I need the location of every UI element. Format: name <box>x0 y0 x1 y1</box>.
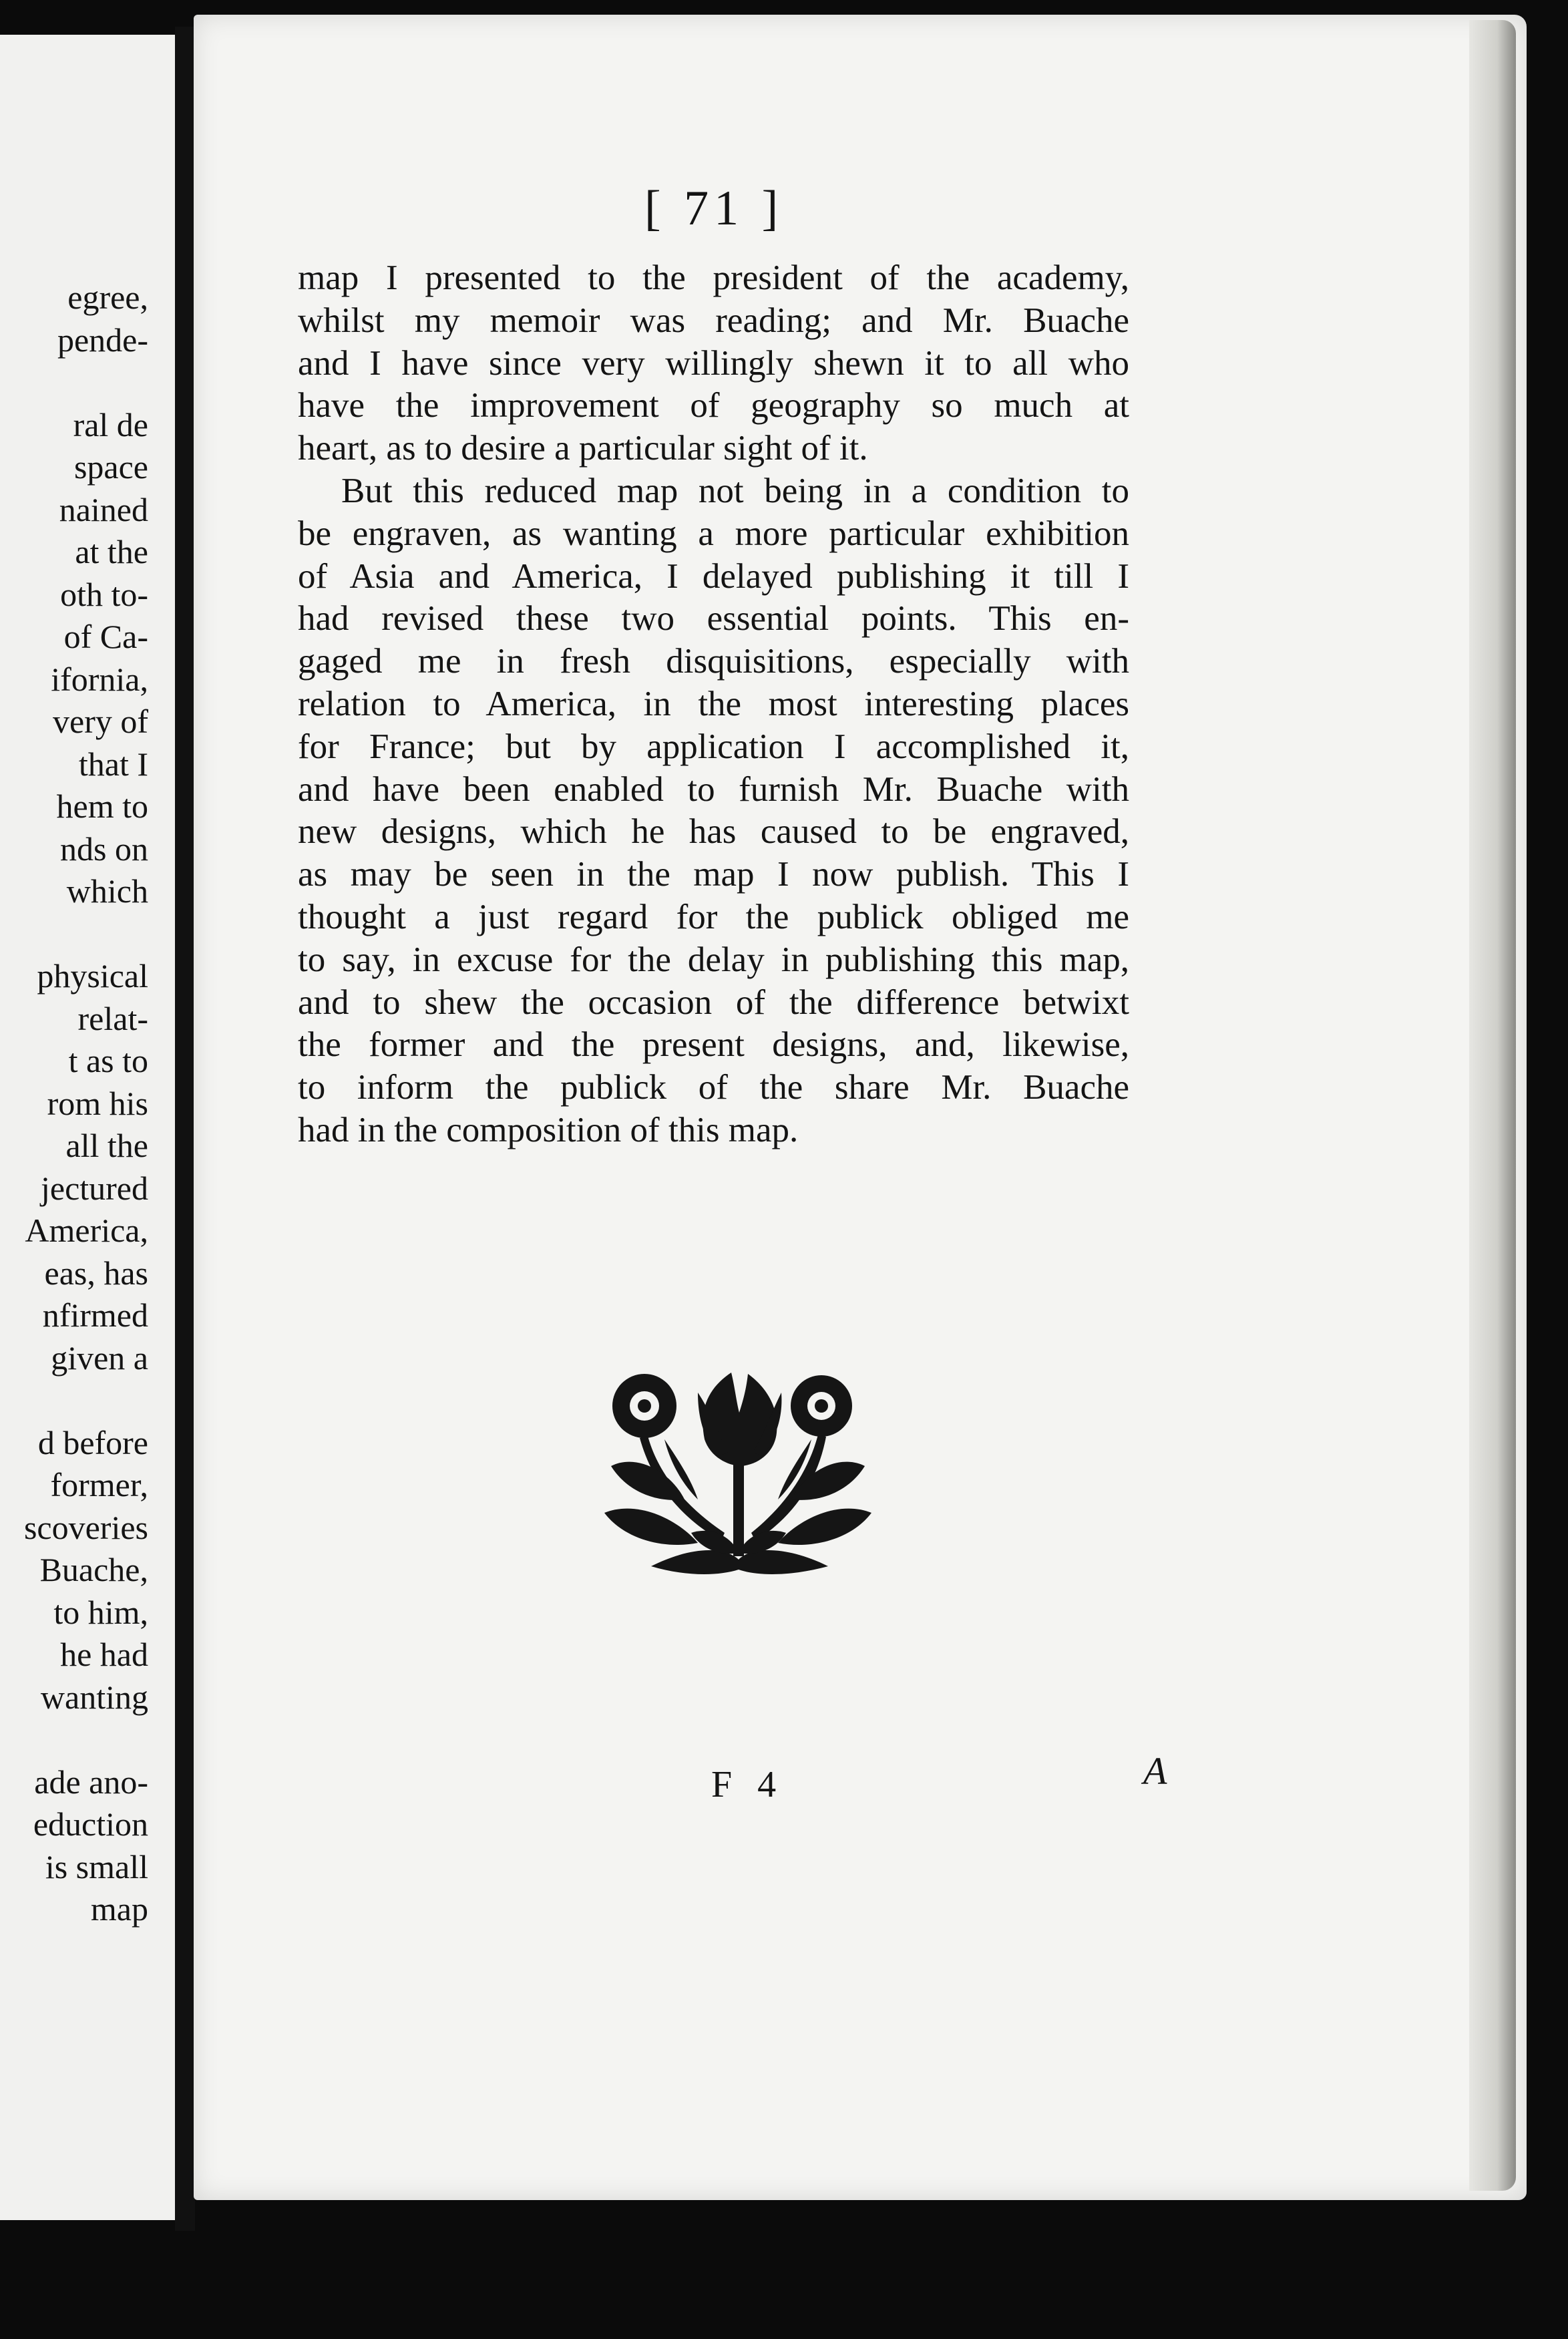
left-text-line: relat- <box>77 999 148 1037</box>
book-gutter <box>175 27 195 2231</box>
text-line: for France; but by application I accomplished it, <box>298 727 1129 766</box>
text-line: relation to America, in the most interesting places <box>298 684 1129 723</box>
text-line: But this reduced map not being in a condition to <box>341 471 1129 510</box>
left-text-line: rom his <box>47 1084 148 1122</box>
text-line: whilst my memoir was reading; and Mr. Buache <box>298 301 1129 340</box>
flower-ornament-icon <box>598 1366 878 1586</box>
text-line: heart, as to desire a particular sight of it. <box>298 429 868 468</box>
left-text-line: wanting <box>40 1678 148 1716</box>
left-text-line: ade ano- <box>34 1763 148 1801</box>
left-text-line: Buache, <box>39 1551 148 1588</box>
left-text-line: eas, has <box>44 1254 148 1292</box>
printer-signature: F 4 <box>711 1764 785 1805</box>
text-line: gaged me in fresh disquisitions, especially with <box>298 642 1129 681</box>
left-text-line: egree, <box>67 279 148 316</box>
left-text-line: nfirmed <box>42 1296 148 1334</box>
left-text-line: scoveries <box>23 1508 148 1546</box>
left-text-line: which <box>66 872 148 910</box>
left-text-line: ral de <box>73 405 148 443</box>
text-line: and to shew the occasion of the difference betwixt <box>298 982 1129 1022</box>
text-line: had revised these two essential points. This en- <box>298 599 1129 639</box>
text-line: new designs, which he has caused to be engraved, <box>298 812 1129 852</box>
left-text-line: of Ca- <box>63 618 148 655</box>
left-text-line: eduction <box>33 1805 148 1843</box>
left-text-line: all the <box>65 1127 148 1164</box>
left-text-line: oth to- <box>60 575 148 613</box>
left-text-line: hem to <box>56 787 148 825</box>
left-text-line: ifornia, <box>51 660 148 698</box>
text-line: map I presented to the president of the academy, <box>298 258 1129 297</box>
left-text-line: pende- <box>57 321 148 359</box>
text-line: and I have since very willingly shewn it to all who <box>298 343 1129 383</box>
left-text-line: given a <box>51 1338 148 1377</box>
text-line: thought a just regard for the publick obliged me <box>298 897 1129 936</box>
page-edge <box>1469 20 1516 2191</box>
catchword: A <box>1143 1749 1167 1793</box>
text-line: of Asia and America, I delayed publishing it till I <box>298 556 1129 596</box>
left-page <box>0 35 175 2220</box>
left-text-line <box>24 913 148 956</box>
left-page-text <box>24 277 148 1931</box>
left-text-line: very of <box>53 703 148 740</box>
text-line: to say, in excuse for the delay in publishing this map, <box>298 940 1129 979</box>
text-line: had in the composition of this map. <box>298 1110 799 1149</box>
text-line: the former and the present designs, and, likewise, <box>298 1025 1129 1065</box>
left-text-line: d before <box>37 1423 148 1461</box>
left-text-line: America, <box>25 1212 148 1249</box>
left-text-line: jectured <box>40 1169 148 1207</box>
left-text-line: nds on <box>60 830 148 868</box>
left-text-line: at the <box>75 533 148 570</box>
body-text <box>298 257 1129 1152</box>
text-line: and have been enabled to furnish Mr. Buache with <box>298 769 1129 809</box>
text-line: be engraven, as wanting a more particular exhibition <box>298 514 1129 553</box>
left-text-line <box>24 1719 148 1761</box>
text-line: as may be seen in the map I now publish. This I <box>298 855 1129 894</box>
left-text-line <box>24 1379 148 1422</box>
page-number: [ 71 ] <box>644 181 784 236</box>
left-text-line: to him, <box>53 1593 148 1631</box>
left-text-line: former, <box>50 1466 148 1503</box>
left-text-line: is small <box>45 1847 148 1885</box>
left-text-line: nained <box>59 490 148 528</box>
text-line: to inform the publick of the share Mr. Buache <box>298 1068 1129 1107</box>
left-text-line: physical <box>37 957 148 995</box>
left-text-line: t as to <box>68 1042 148 1079</box>
left-text-line <box>24 361 148 404</box>
left-text-line: space <box>73 448 148 486</box>
left-text-line: map <box>90 1890 148 1928</box>
left-text-line: that I <box>78 745 148 783</box>
left-text-line: he had <box>60 1636 148 1673</box>
text-line: have the improvement of geography so much at <box>298 386 1129 425</box>
